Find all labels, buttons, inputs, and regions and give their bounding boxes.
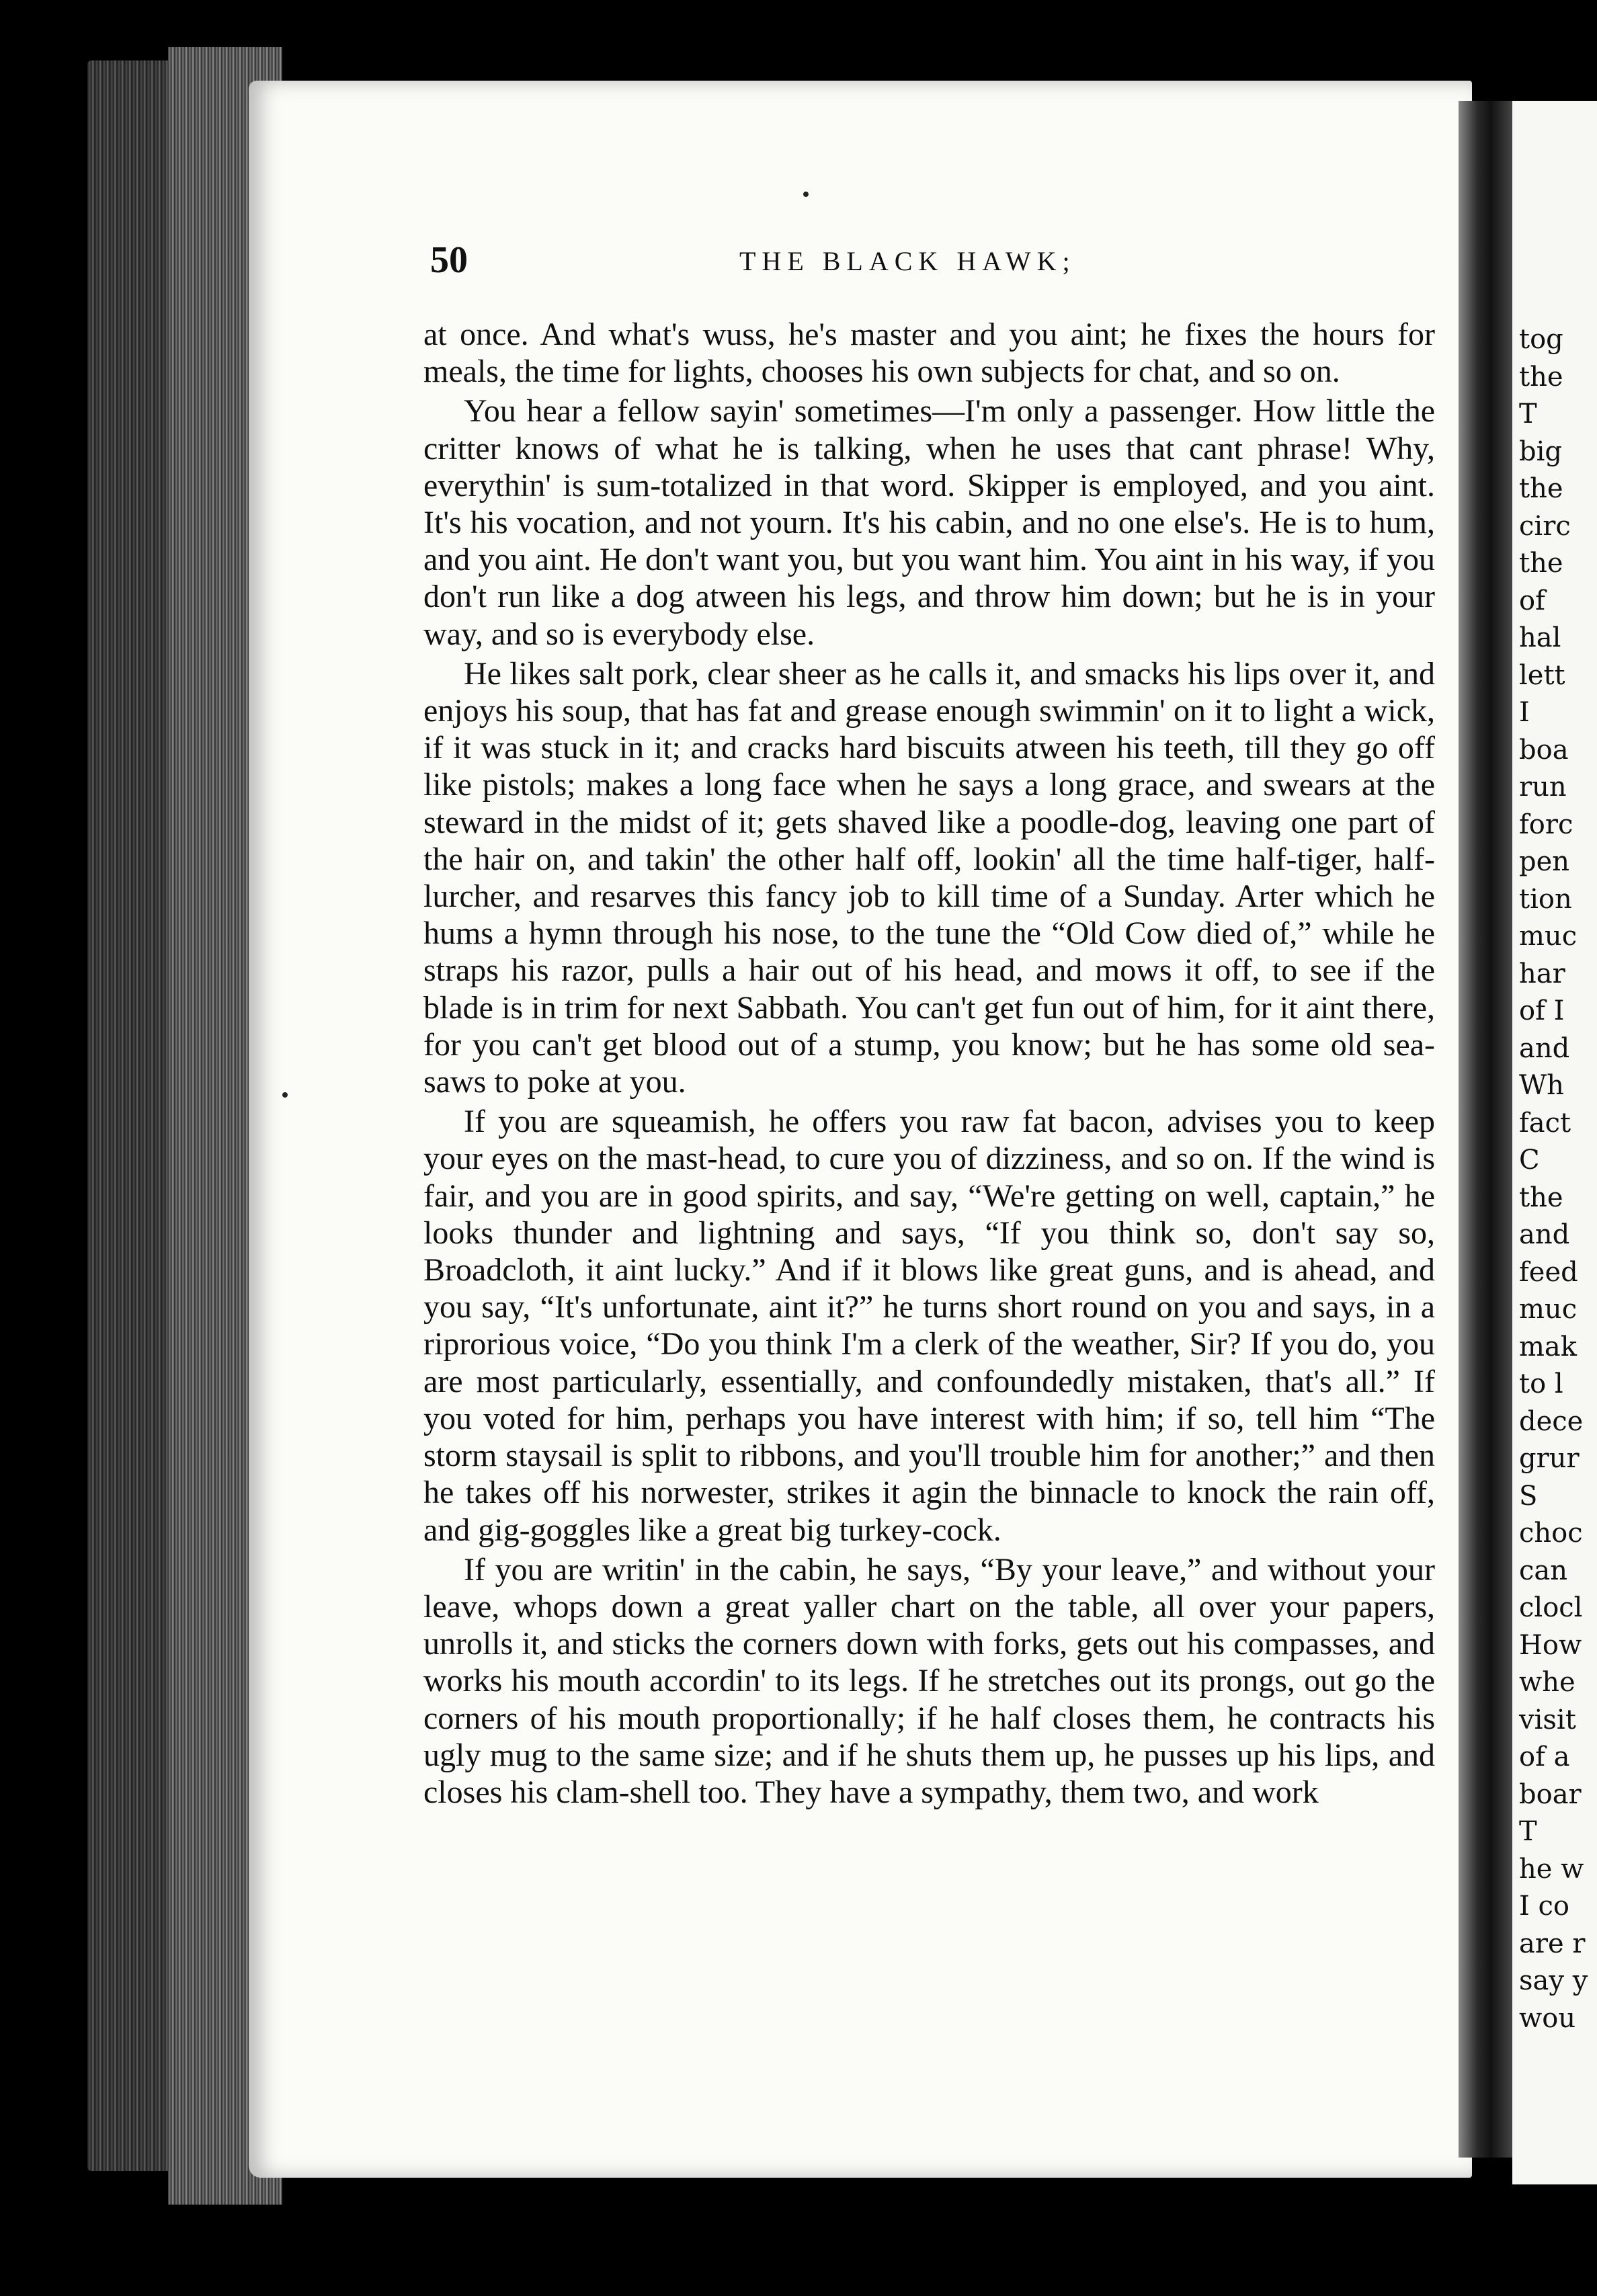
facing-page-fragment: grur: [1519, 1443, 1580, 1474]
facing-page-fragment: big: [1519, 436, 1563, 467]
facing-page-fragment: of: [1519, 585, 1545, 616]
page-body-text: [423, 316, 1435, 1813]
facing-page-fragment: choc: [1519, 1518, 1583, 1549]
paragraph: If you are writin' in the cabin, he says, “By your leave,” and without your leave, whops down a great yaller chart on the table, all over your papers, unrolls it, and sticks the corners down with forks, gets out his compasses, and works his mouth accordin' to its legs. If he stretches out its prongs, out go the corners of his mouth proportionally; if he half closes them, he contracts his ugly mug to the same size; and if he shuts them up, he pusses up his lips, and closes his clam-shell too. They have a sympathy, them two, and work: [423, 1551, 1435, 1810]
facing-page-fragment: are r: [1519, 1928, 1586, 1959]
facing-page-fragment: mak: [1519, 1331, 1578, 1362]
facing-page-fragment: visit: [1519, 1704, 1576, 1735]
facing-page-fragment: har: [1519, 958, 1565, 989]
facing-page-fragment: boar: [1519, 1778, 1582, 1810]
facing-page-fragment: How: [1519, 1629, 1582, 1661]
facing-page-fragment: hal: [1519, 622, 1561, 653]
facing-page-fragment: he w: [1519, 1853, 1584, 1885]
facing-page-fragment: of I: [1519, 995, 1565, 1026]
book-gutter-shadow: [1459, 101, 1512, 2158]
facing-page-fragment: I: [1519, 697, 1530, 728]
facing-page-fragment: say y: [1519, 1965, 1588, 1996]
facing-page-fragment: T: [1519, 1816, 1537, 1847]
facing-page-fragment: the: [1519, 548, 1563, 579]
ink-speck: [803, 192, 809, 197]
paragraph: at once. And what's wuss, he's master and you aint; he fixes the hours for meals, the time for lights, chooses his own subjects for chat, and so on.: [423, 317, 1435, 390]
facing-page-fragment: I co: [1519, 1891, 1569, 1922]
facing-page-fragment: run: [1519, 772, 1567, 803]
facing-page-fragment: muc: [1519, 1294, 1578, 1325]
facing-page-fragment: S: [1519, 1480, 1538, 1512]
facing-page-fragment: can: [1519, 1555, 1568, 1586]
facing-page-fragment: feed: [1519, 1256, 1578, 1288]
ink-speck: [282, 1092, 288, 1098]
paragraph: If you are squeamish, he offers you raw fat bacon, advises you to keep your eyes on the mast-head, to cure you of dizziness, and so on. If the wind is fair, and you are in good spirits, and say, “We're getting on well, captain,” he looks thunder and lightning and says, “If you think so, don't say so, Broadcloth, it aint lucky.” And if it blows like great guns, and is ahead, and you say, “It's unfortunate, aint it?” he turns short round on you and says, in a riprorious voice, “Do you think I'm a clerk of the weather, Sir? If you do, you are most particularly, essentially, and confoundedly mistaken, that's all.” If you voted for him, perhaps you have interest with him; if so, tell him “The storm staysail is split to ribbons, and you'll trouble him for another;” and then he takes off his norwester, strikes it agin the binnacle to knock the rain off, and gig-goggles like a great big turkey-cock.: [423, 1104, 1435, 1548]
facing-page-fragment: lett: [1519, 659, 1565, 691]
paragraph: He likes salt pork, clear sheer as he calls it, and smacks his lips over it, and enjoys his soup, that has fat and grease enough swimmin' on it to light a wick, if it was stuck in it; and cracks hard biscuits atween his teeth, till they go off like pistols; makes a long face when he says a long grace, and swears at the steward in the midst of it; gets shaved like a poodle-dog, leaving one part of the hair on, and takin' the other half off, lookin' all the time half-tiger, half-lurcher, and resarves this fancy job to kill time of a Sunday. Arter which he hums a hymn through his nose, to the tune the “Old Cow died of,” while he straps his razor, pulls a hair out of his head, and mows it off, to see if the blade is in trim for next Sabbath. You can't get fun out of him, for it aint there, for you can't get blood out of a stump, you know; but he has some old sea-saws to poke at you.: [423, 655, 1435, 1100]
facing-page-fragment: the: [1519, 1182, 1563, 1213]
facing-page-fragment: circ: [1519, 510, 1571, 542]
facing-page-fragment: T: [1519, 399, 1537, 429]
facing-page-fragment: whe: [1519, 1667, 1575, 1698]
facing-page-fragment: clocl: [1519, 1592, 1583, 1623]
paragraph: You hear a fellow sayin' sometimes—I'm only a passenger. How little the critter knows of what he is talking, when he uses that cant phrase! Why, everythin' is sum-totalized in that word. Skipper is employed, and you aint. It's his vocation, and not yourn. It's his cabin, and no one else's. He is to hum, and you aint. He don't want you, but you want him. You aint in his way, if you don't run like a dog atween his legs, and throw him down; but he is in your way, and so is everybody else.: [423, 393, 1435, 652]
facing-page-fragment: muc: [1519, 921, 1578, 952]
facing-page-fragment: dece: [1519, 1405, 1584, 1437]
facing-page-fragment: C: [1519, 1145, 1540, 1176]
facing-page-fragment: tog: [1519, 324, 1563, 355]
facing-page-fragment: wou: [1519, 2002, 1576, 2034]
facing-page-fragment: fact: [1519, 1107, 1571, 1139]
page-number: 50: [430, 239, 468, 281]
facing-page-fragment: of a: [1519, 1741, 1570, 1772]
facing-page-fragment: and: [1519, 1219, 1570, 1250]
page-header: [430, 239, 1432, 286]
facing-page-fragment: and: [1519, 1032, 1570, 1064]
running-head: THE BLACK HAWK;: [739, 246, 1076, 276]
facing-page-fragment: boa: [1519, 734, 1569, 766]
facing-page-fragment: forc: [1519, 809, 1573, 840]
facing-page-fragment: the: [1519, 361, 1563, 393]
facing-page-fragment: Wh: [1519, 1070, 1564, 1101]
facing-page-fragment: tion: [1519, 883, 1572, 915]
facing-page-edge: [1512, 101, 1597, 2184]
facing-page-fragment: to l: [1519, 1368, 1563, 1399]
facing-page-fragment: the: [1519, 473, 1563, 504]
facing-page-fragment: pen: [1519, 846, 1570, 877]
